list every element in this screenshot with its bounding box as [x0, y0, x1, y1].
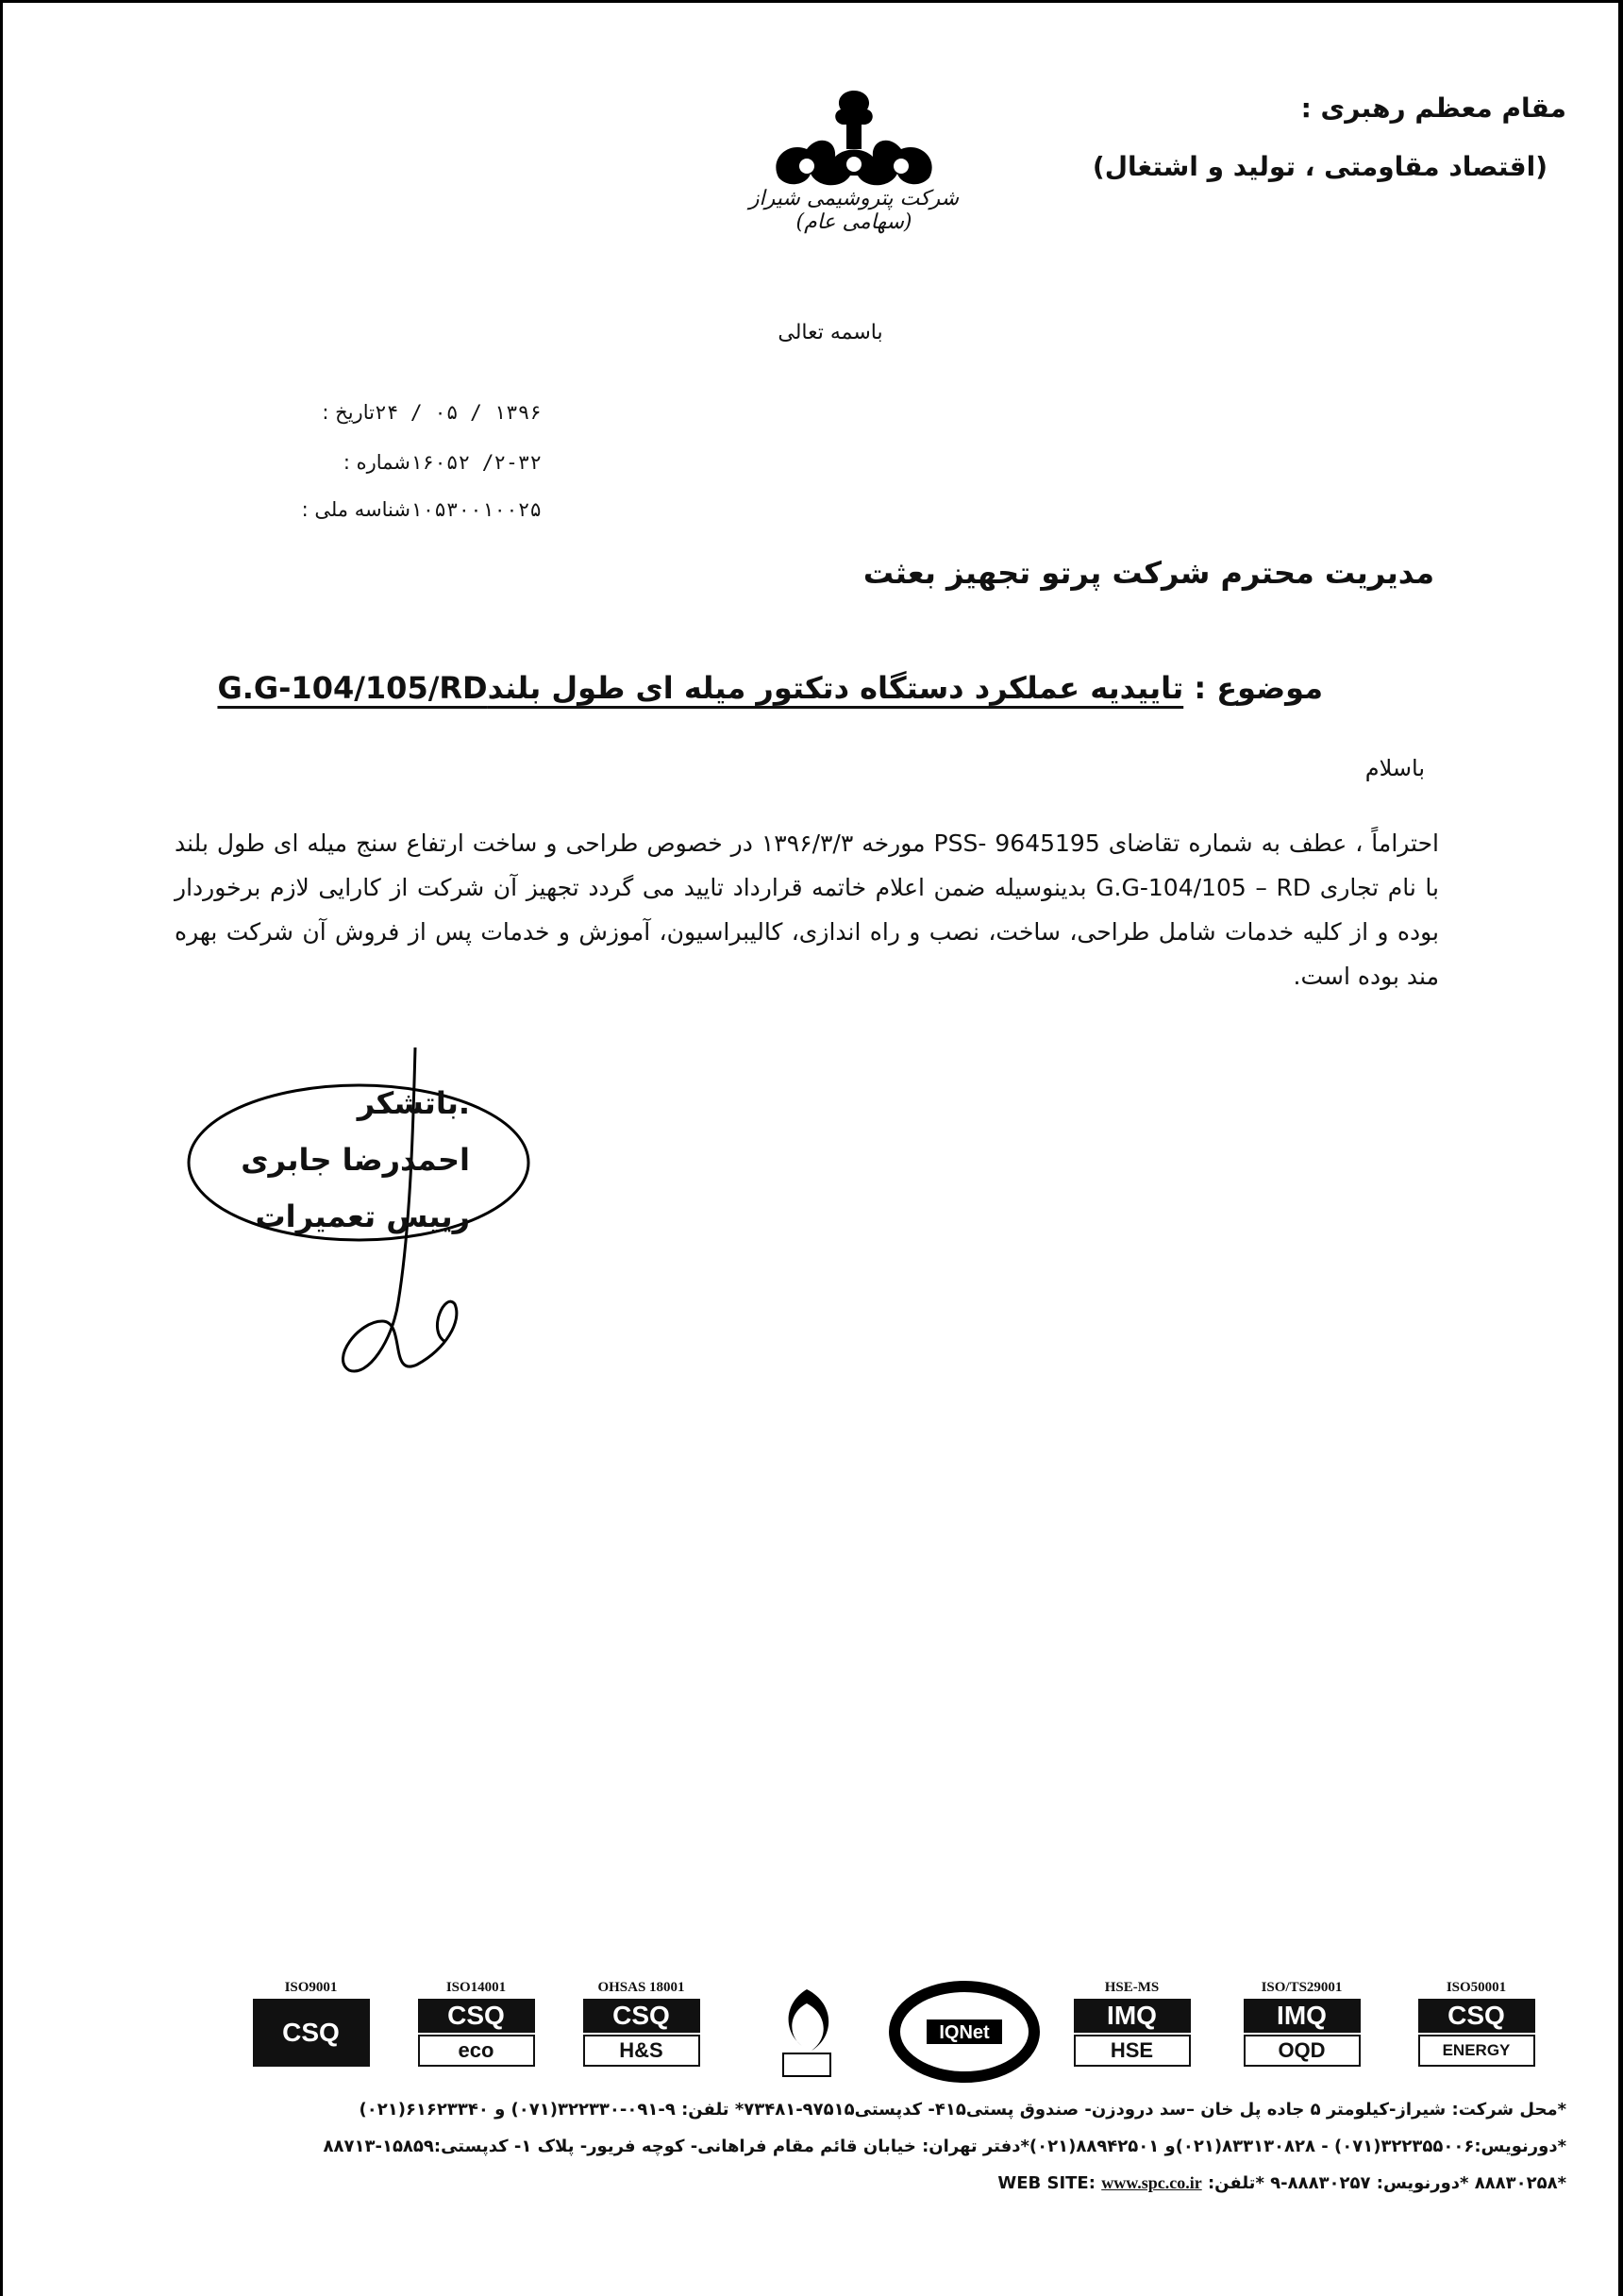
- cert-badge: CSQ: [418, 1999, 535, 2033]
- leader-slogan-text: (اقتصاد مقاومتی ، تولید و اشتغال): [1092, 151, 1548, 182]
- number-row: [307, 451, 568, 474]
- cert-sub: OQD: [1244, 2035, 1361, 2067]
- scan-right-edge: [1618, 0, 1623, 2296]
- cert-caption: HSE-MS: [1104, 1980, 1160, 1995]
- cert-sub: HSE: [1074, 2035, 1191, 2067]
- date-value: ۱۳۹۶ / ۰۵ / ۲۴: [374, 401, 542, 424]
- iqnet-label: IQNet: [939, 2022, 990, 2043]
- scan-left-edge: [0, 0, 3, 2296]
- cert-caption: ISO/TS29001: [1261, 1980, 1343, 1995]
- footer-address: *محل شرکت: شیراز-کیلومتر ۵ جاده پل خان –سد درودزن- صندوق پستی۴۱۵- کدپستی۹۷۵۱۵-۷۳۴۸۱* تلفن: ۹-۰۹۱-۳۲۲۳۳۰(۰۷۱) و ۶۱۶۲۳۳۴۰(۰۲۱): [359, 2100, 1566, 2120]
- logo-caption: شرکت پتروشیمی شیراز (سهامی عام): [748, 187, 960, 234]
- certification-logos: [247, 1980, 1554, 2084]
- cert-caption: OHSAS 18001: [597, 1980, 685, 1995]
- cert-badge: CSQ: [583, 1999, 700, 2033]
- signature-block: [179, 1038, 632, 1397]
- iqnet-ring-icon: [889, 1980, 1040, 2084]
- leader-slogan-title: مقام معظم رهبری :: [1300, 92, 1566, 124]
- national-id-row: [301, 498, 568, 521]
- footer-phone-fax: *۸۸۸۳۰۲۵۸ *دورنویس: ۸۸۸۳۰۲۵۷-۹ *تلفن:: [1207, 2173, 1566, 2193]
- cert-iso14001-logo: [412, 1980, 540, 2084]
- number-label: شماره :: [343, 451, 410, 474]
- cert-badge: CSQ: [1418, 1999, 1535, 2033]
- cert-hse-ms-logo: [1068, 1980, 1196, 2084]
- award-emblem-icon: [755, 1980, 859, 2084]
- salutation: باسلام: [1364, 755, 1425, 781]
- cert-ohsas18001-logo: [577, 1980, 705, 2084]
- subject-text: تاییدیه عملکرد دستگاه دتکتور میله ای طول بلندG.G-104/105/RD: [217, 670, 1184, 706]
- cert-iso9001-logo: [247, 1980, 375, 2084]
- cert-sub: ENERGY: [1418, 2035, 1535, 2067]
- cert-sub: H&S: [583, 2035, 700, 2067]
- recipient: مدیریت محترم شرکت پرتو تجهیز بعثت: [862, 555, 1434, 591]
- signatory-name: احمدرضا جابری: [241, 1142, 470, 1178]
- footer-web-label: WEB SITE:: [997, 2173, 1096, 2193]
- national-id-value: ۱۰۵۳۰۰۱۰۰۲۵: [410, 498, 542, 521]
- cert-badge: IMQ: [1074, 1999, 1191, 2033]
- cert-badge: IMQ: [1244, 1999, 1361, 2033]
- cert-iso-ts29001-logo: [1238, 1980, 1365, 2084]
- subject-line: [217, 670, 1323, 706]
- cert-caption: ISO50001: [1446, 1980, 1507, 1995]
- quality-award-logo: [743, 1980, 870, 2084]
- date-label: تاریخ :: [322, 401, 375, 424]
- number-value: ۲-۳۲/ ۱۶۰۵۲: [410, 451, 542, 474]
- iqnet-logo: [889, 1980, 1040, 2084]
- cert-sub: eco: [418, 2035, 535, 2067]
- footer-web-phone: [997, 2173, 1566, 2193]
- cert-iso50001-logo: [1413, 1980, 1540, 2084]
- cert-caption: ISO14001: [445, 1980, 507, 1995]
- letter-body: احتراماً ، عطف به شماره تقاضای PSS- 9645195 مورخه ۱۳۹۶/۳/۳ در خصوص طراحی و ساخت ارتفاع سنج میله ای طول بلند با نام تجاری G.G-104/105 – RD بدینوسیله ضمن اعلام خاتمه قرارداد تایید می گردد تجهیز آن شرکت از کارایی لازم برخوردار بوده و از کلیه خدمات شامل طراحی، ساخت، نصب و راه اندازی، کالیبراسیون، آموزش و خدمات پس از فروش آن شرکت بهره مند بوده است.: [175, 830, 1439, 990]
- cert-caption: ISO9001: [284, 1980, 338, 1995]
- scan-top-edge: [0, 0, 1623, 3]
- signatory-title: رییس تعمیرات: [255, 1198, 470, 1234]
- date-row: [271, 401, 568, 424]
- signature-thanks: .باتشکر: [357, 1085, 470, 1121]
- subject-label: موضوع :: [1194, 670, 1323, 706]
- footer-fax-tehran: *دورنویس:۳۲۲۳۵۵۰۰۶(۰۷۱) - ۸۳۳۱۳۰۸۲۸(۰۲۱)و ۸۸۹۴۲۵۰۱(۰۲۱)*دفتر تهران: خیابان قائم مقام فراهانی- کوچه فریور- پلاک ۱- کدپستی:۱۵۸۵۹-۸۸۷۱۳: [323, 2137, 1566, 2156]
- footer-website-link[interactable]: www.spc.co.ir: [1101, 2173, 1202, 2192]
- national-id-label: شناسه ملی :: [301, 498, 410, 521]
- basmala: باسمه تعالی: [778, 321, 883, 344]
- cert-badge: CSQ: [253, 1999, 370, 2067]
